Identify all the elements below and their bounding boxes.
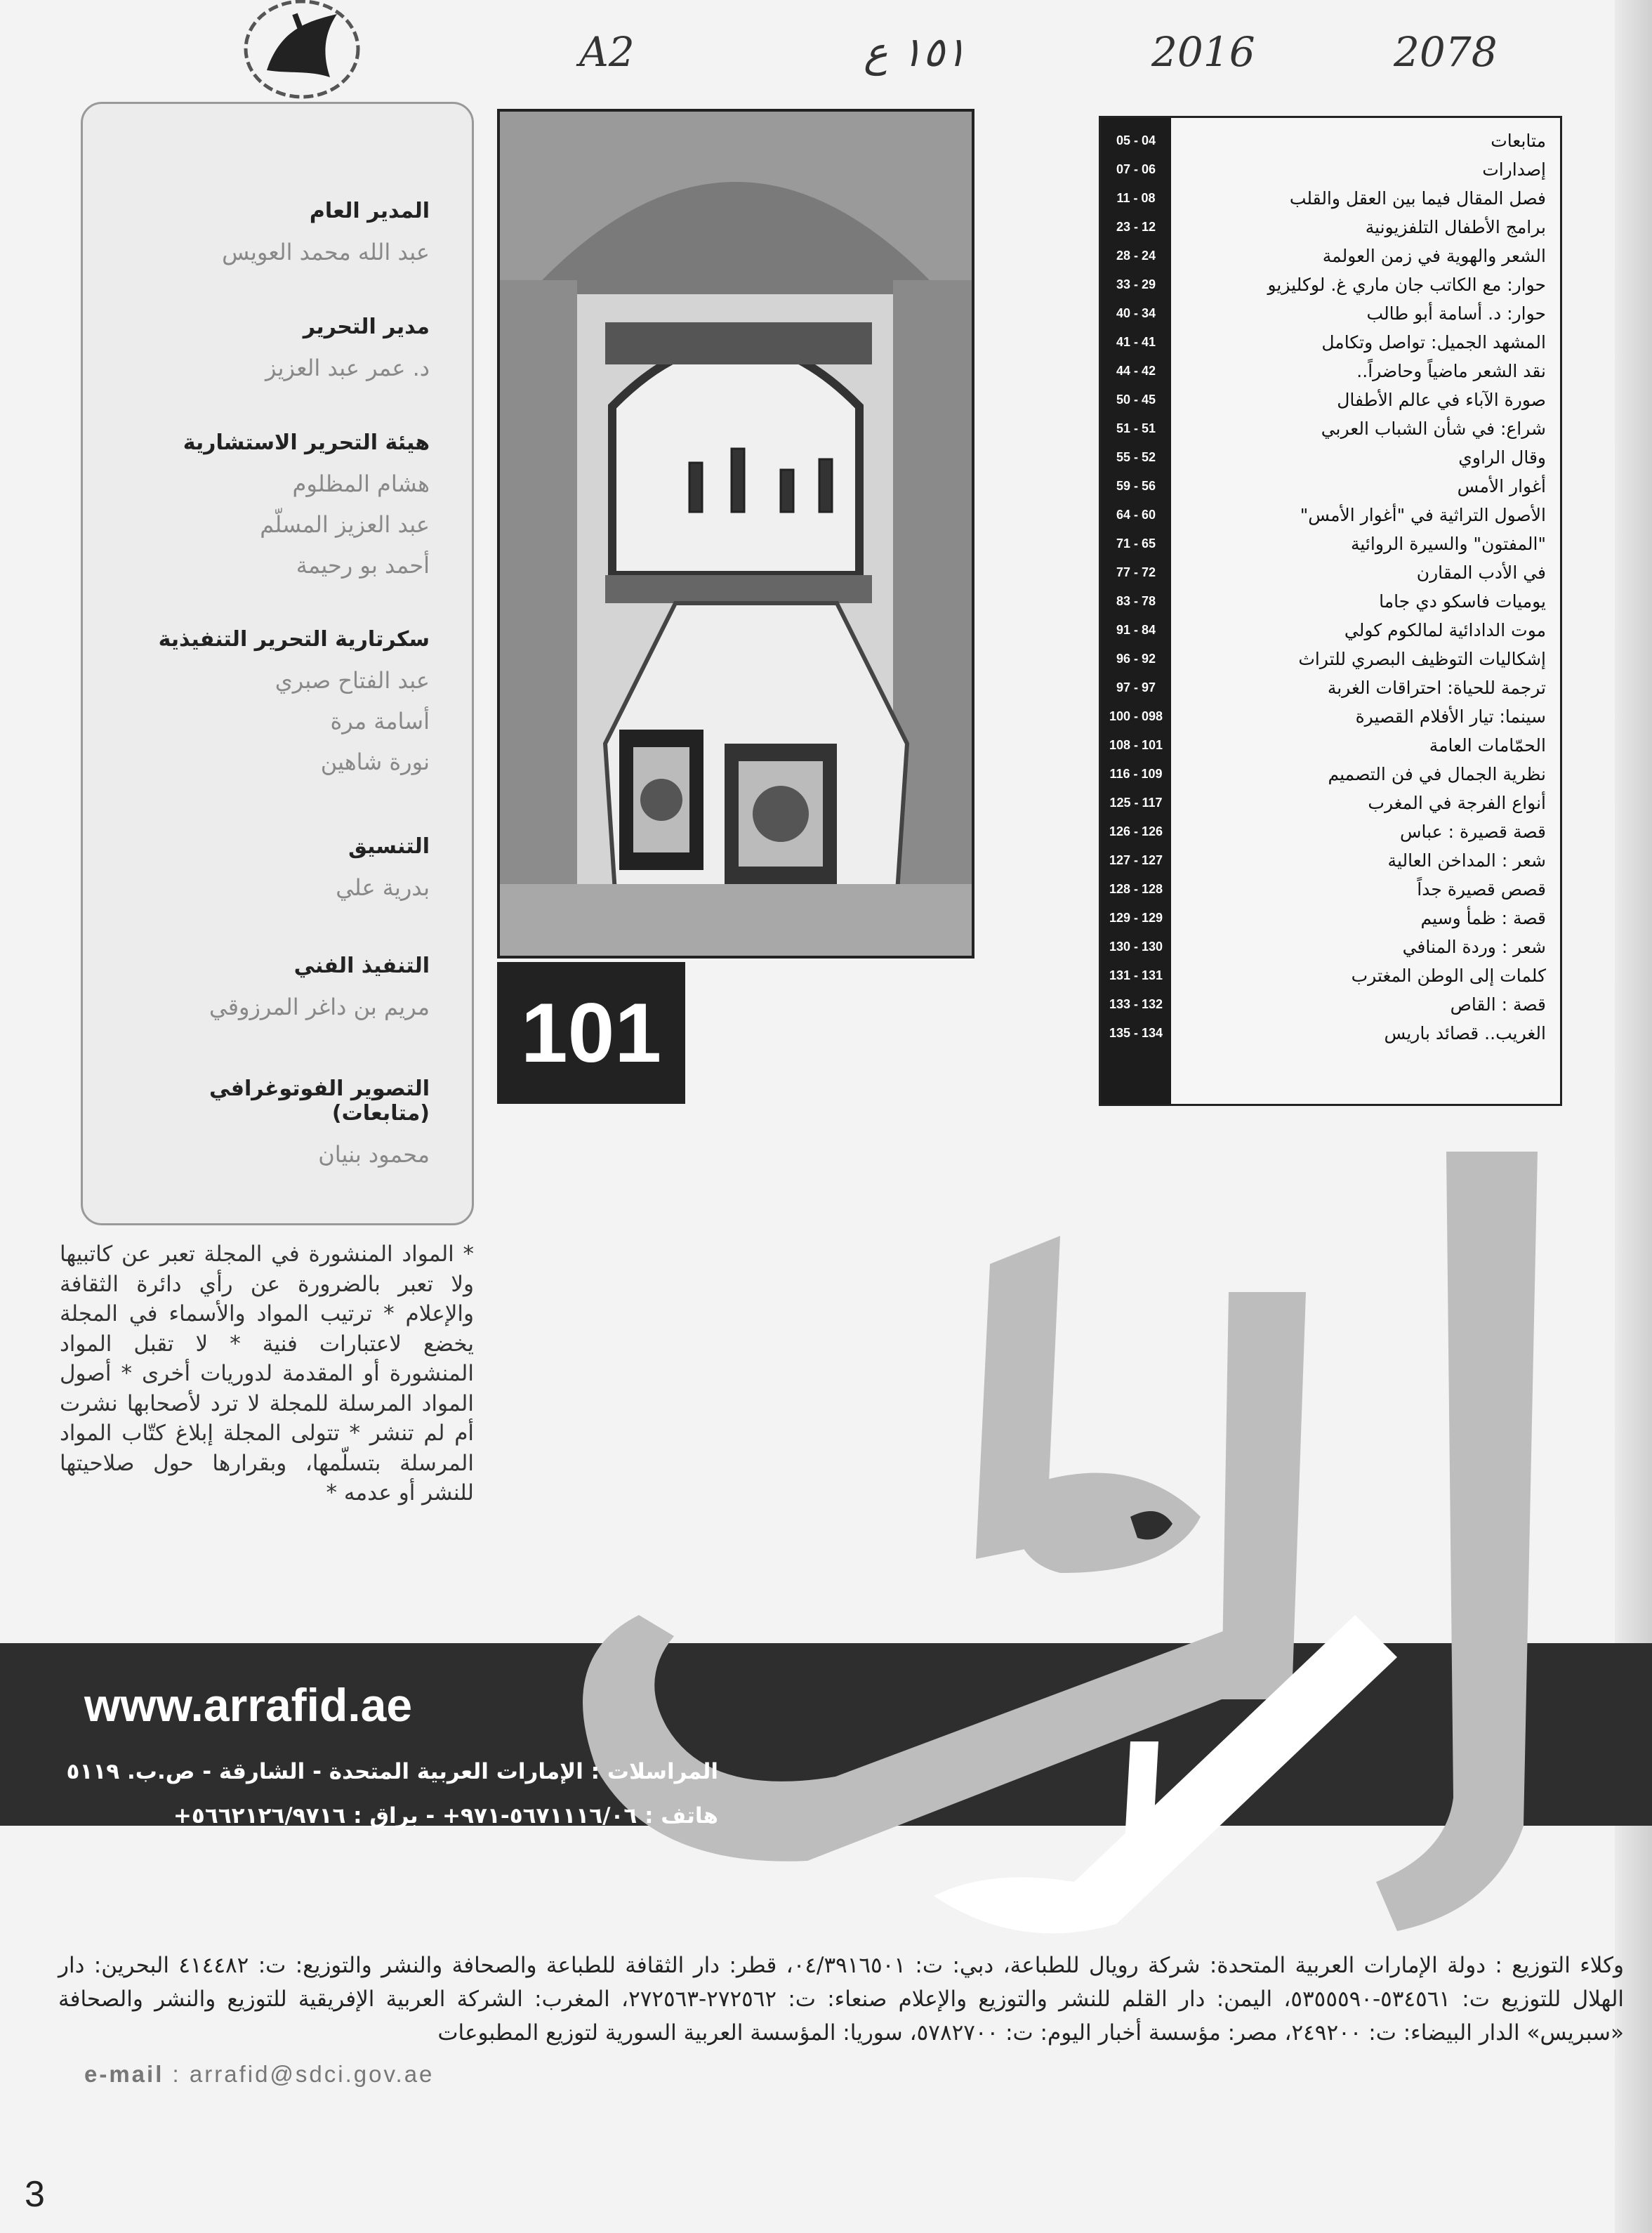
handwritten-note: 2016 [1151,28,1255,76]
toc-entry-pages: 116 - 109 [1109,767,1163,781]
staff-role: التنسيق [348,834,430,859]
staff-name: محمود بنيان [318,1141,430,1168]
toc-entry-pages: 50 - 45 [1116,393,1156,407]
staff-name: هشام المظلوم [292,470,430,497]
toc-entry-pages: 126 - 126 [1109,824,1163,838]
toc-entry[interactable] [1101,846,1560,875]
toc-entry[interactable] [1101,961,1560,990]
toc-entry[interactable] [1101,328,1560,357]
toc-entry-pages: 125 - 117 [1109,796,1163,810]
toc-entry-title: يوميات فاسكو دي جاما [1379,591,1546,612]
toc-entry[interactable] [1101,529,1560,558]
toc-entry-pages: 130 - 130 [1109,940,1163,954]
magazine-emblem [239,0,365,105]
toc-entry[interactable] [1101,731,1560,760]
toc-entry-title: قصة : القاص [1450,994,1546,1015]
toc-entry-title: الحمّامات العامة [1429,735,1546,756]
toc-entry-pages: 96 - 92 [1116,652,1156,666]
staff-name: عبد العزيز المسلّم [260,511,430,538]
toc-entry-title: سينما: تيار الأفلام القصيرة [1355,706,1546,727]
issue-number-badge: 101 [497,962,685,1104]
toc-entry-title: الأصول التراثية في "أغوار الأمس" [1300,505,1546,525]
toc-entry-pages: 127 - 127 [1109,853,1163,867]
toc-entry-title: نقد الشعر ماضياً وحاضراً.. [1356,361,1546,381]
toc-entry-pages: 44 - 42 [1116,364,1156,378]
toc-entry-title: قصة : ظمأ وسيم [1420,908,1546,928]
toc-entry-title: قصص قصيرة جداً [1417,879,1546,900]
toc-entry-title: حوار: د. أسامة أبو طالب [1366,303,1546,324]
handwritten-note: ١٥١ ع [864,28,967,76]
toc-entry[interactable] [1101,242,1560,270]
toc-entry-title: شراع: في شأن الشباب العربي [1321,419,1546,439]
toc-entry-title: وقال الراوي [1458,447,1546,468]
phone-numbers: هاتف : ٥٦٧١١١٦/٠٦-٩٧١+ - براق : ٥٦٦٢١٢٦/٩٧١٦+ [173,1803,718,1829]
toc-entry-title: متابعات [1491,131,1546,151]
mailing-address: المراسلات : الإمارات العربية المتحدة - الشارقة - ص.ب. ٥١١٩ [66,1759,718,1784]
toc-entry-title: صورة الآباء في عالم الأطفال [1337,390,1546,410]
toc-entry[interactable] [1101,357,1560,386]
toc-entry[interactable] [1101,184,1560,213]
toc-entry[interactable] [1101,817,1560,846]
toc-entry[interactable] [1101,1019,1560,1048]
toc-entry-title: قصة قصيرة : عباس [1400,822,1546,842]
toc-entry[interactable] [1101,558,1560,587]
toc-entry-title: المشهد الجميل: تواصل وتكامل [1321,332,1546,353]
toc-entry-title: كلمات إلى الوطن المغترب [1351,966,1546,986]
toc-entry-pages: 41 - 41 [1116,335,1156,349]
toc-entry[interactable] [1101,587,1560,616]
email-label: e-mail [84,2061,164,2087]
hammam-illustration [500,112,972,956]
toc-entry[interactable] [1101,760,1560,789]
disclaimer-text: * المواد المنشورة في المجلة تعبر عن كاتبيها ولا تعبر بالضرورة عن رأي دائرة الثقافة والإعلام * ترتيب المواد والأسماء في المجلة يخضع لاعتبارات فنية * لا تقبل المواد المنشورة أو المقدمة لدوريات أخرى * أصول المواد المرسلة للمجلة لا ترد لأصحابها نشرت أم لم تنشر * تتولى المجلة إبلاغ كتّاب المواد المرسلة بتسلّمها، وبقرارها حول صلاحيتها للنشر أو عدمه * [60,1241,474,1506]
website-link[interactable]: www.arrafid.ae [84,1679,413,1731]
staff-name: عبد الفتاح صبري [275,667,430,694]
staff-name: بدرية علي [336,874,430,901]
toc-entry[interactable] [1101,414,1560,443]
toc-entry[interactable] [1101,673,1560,702]
toc-entry-pages: 64 - 60 [1116,508,1156,522]
toc-entry-pages: 55 - 52 [1116,450,1156,464]
handwritten-note: 2078 [1394,28,1498,76]
toc-entry-pages: 133 - 132 [1109,997,1163,1011]
staff-name: نورة شاهين [320,749,430,775]
staff-role: التصوير الفوتوغرافي (متابعات) [209,1076,430,1126]
toc-entry-pages: 128 - 128 [1109,882,1163,896]
toc-entry-title: الشعر والهوية في زمن العولمة [1322,246,1546,266]
toc-entry-title: "المفتون" والسيرة الروائية [1350,534,1546,554]
toc-entry-pages: 100 - 098 [1109,709,1163,723]
staff-name: أحمد بو رحيمة [296,552,430,579]
toc-entry[interactable] [1101,702,1560,731]
toc-entry-pages: 05 - 04 [1116,133,1156,147]
table-of-contents [1099,116,1562,1106]
staff-role: المدير العام [309,199,430,223]
page-number: 3 [25,2174,45,2215]
toc-entry-pages: 40 - 34 [1116,306,1156,320]
arrafid-calligraphy-logo [442,1124,1636,1966]
staff-name: عبد الله محمد العويس [222,239,430,265]
staff-role: مدير التحرير [303,315,430,339]
toc-entry-pages: 07 - 06 [1116,162,1156,176]
toc-entry-pages: 71 - 65 [1116,536,1156,551]
staff-name: د. عمر عبد العزيز [265,355,430,381]
toc-entry-title: برامج الأطفال التلفزيونية [1365,217,1546,237]
toc-entry-title: شعر : وردة المنافي [1402,937,1546,957]
toc-entry-title: ترجمة للحياة: احتراقات الغربة [1327,678,1546,698]
toc-entry[interactable] [1101,472,1560,501]
toc-entry-pages: 129 - 129 [1109,911,1163,925]
toc-entry[interactable] [1101,645,1560,673]
toc-entry[interactable] [1101,501,1560,529]
distribution-agents: وكلاء التوزيع : دولة الإمارات العربية المتحدة: شركة رويال للطباعة، دبي: ت: ٠٤/٣٩١٦٥٠١، قطر: دار الثقافة للطباعة والصحافة والنشر والتوزيع: ت: ٤١٤٤٨٢ البحرين: دار الهلال للتوزيع ت: ٥٣٤٥٦١-٥٣٥٥٥٩٠، اليمن: دار القلم للنشر والتوزيع والإعلام صنعاء: ت: ٢٧٢٥٦٢-٢٧٢٥٦٣، المغرب: الشركة العربية الإفريقية للتوزيع والنشر والصحافة «سبريس» الدار البيضاء: ت: ٢٤٩٢٠٠، مصر: مؤسسة أخبار اليوم: ت: ٥٧٨٢٧٠٠، سوريا: المؤسسة العربية السورية لتوزيع المطبوعات [58,1953,1625,2046]
toc-entry-title: أغوار الأمس [1457,476,1546,496]
toc-entry-pages: 23 - 12 [1116,220,1156,234]
staff-role: هيئة التحرير الاستشارية [183,430,430,455]
toc-entry-title: حوار: مع الكاتب جان ماري غ. لوكليزيو [1267,275,1546,295]
toc-entry-title: إصدارات [1482,159,1546,180]
toc-entry-pages: 97 - 97 [1116,680,1156,694]
toc-entry[interactable] [1101,386,1560,414]
toc-entry-title: الغريب.. قصائد باريس [1384,1023,1546,1043]
toc-entry-pages: 51 - 51 [1116,421,1156,435]
staff-role: التنفيذ الفني [293,954,430,978]
toc-entry-pages: 28 - 24 [1116,249,1156,263]
email-value: : arrafid@sdci.gov.ae [164,2061,435,2087]
toc-entry[interactable] [1101,990,1560,1019]
toc-entry[interactable] [1101,213,1560,242]
toc-entry-title: شعر : المداخن العالية [1387,850,1546,871]
toc-entry-pages: 77 - 72 [1116,565,1156,579]
toc-entry[interactable] [1101,126,1560,155]
toc-entry-pages: 91 - 84 [1116,623,1156,637]
staff-name: أسامة مرة [330,708,430,735]
toc-entry-title: أنواع الفرجة في المغرب [1368,793,1546,813]
toc-entry-title: إشكاليات التوظيف البصري للتراث [1298,649,1546,669]
toc-entry-title: في الأدب المقارن [1416,562,1546,583]
toc-entry-pages: 59 - 56 [1116,479,1156,493]
toc-entry[interactable] [1101,443,1560,472]
toc-entry-title: نظرية الجمال في فن التصميم [1328,764,1546,784]
toc-entry-title: فصل المقال فيما بين العقل والقلب [1289,188,1546,209]
toc-entry[interactable] [1101,270,1560,299]
toc-entry[interactable] [1101,933,1560,961]
toc-entry-pages: 83 - 78 [1116,594,1156,608]
toc-entry[interactable] [1101,155,1560,184]
toc-entry-pages: 33 - 29 [1116,277,1156,291]
staff-name: مريم بن داغر المرزوقي [209,994,430,1020]
staff-role: سكرتارية التحرير التنفيذية [158,627,430,652]
email-address[interactable] [84,2061,434,2088]
toc-entry-pages: 135 - 134 [1109,1026,1163,1040]
toc-entry[interactable] [1101,616,1560,645]
toc-entry[interactable] [1101,789,1560,817]
toc-entry-pages: 11 - 08 [1116,191,1156,205]
toc-entry[interactable] [1101,904,1560,933]
toc-entry[interactable] [1101,875,1560,904]
handwritten-note: A2 [579,28,635,76]
editorial-staff-panel [81,102,474,1225]
toc-entry-pages: 108 - 101 [1109,738,1163,752]
cover-photo [497,109,974,959]
toc-entry-pages: 131 - 131 [1109,968,1163,982]
toc-entry[interactable] [1101,299,1560,328]
toc-entry-title: موت الدادائية لمالكوم كولي [1344,620,1546,640]
